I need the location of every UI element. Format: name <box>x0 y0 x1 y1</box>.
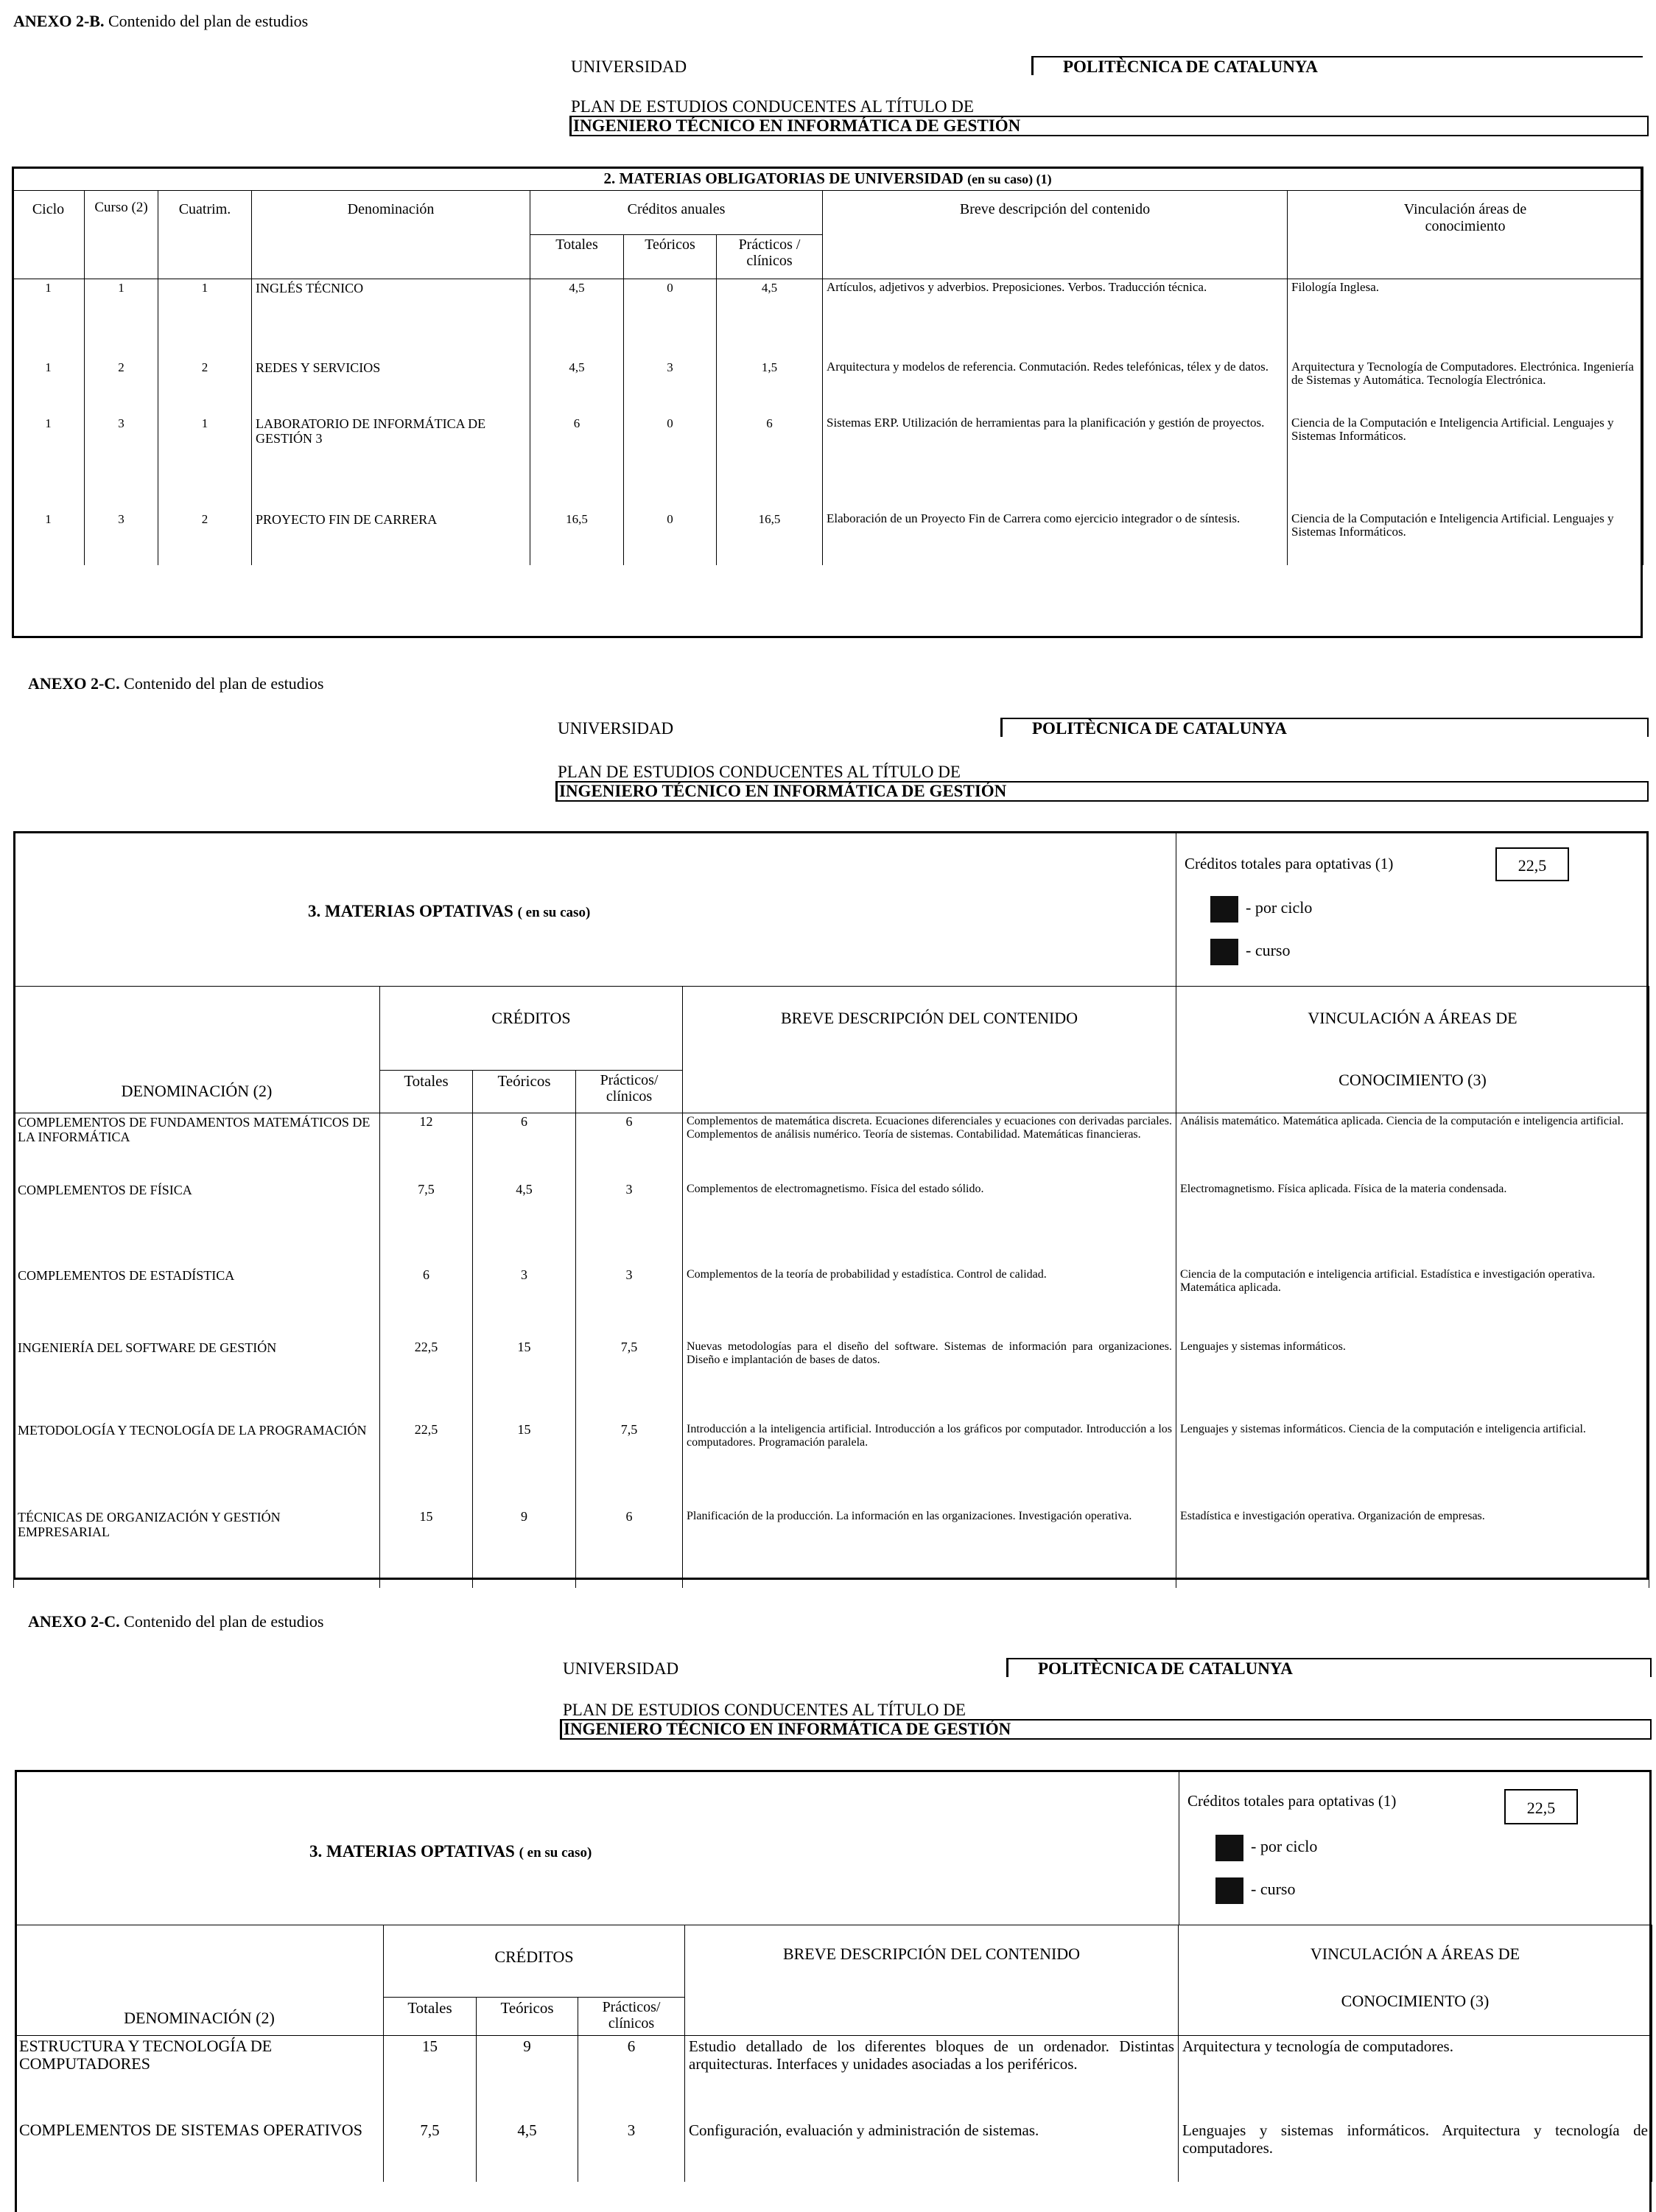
vinculacion-cell: Ciencia de la computación e inteligencia artificial. Estadística e investigación operativa. Matemática aplicada. <box>1176 1267 1649 1339</box>
university-label: UNIVERSIDAD <box>571 57 687 76</box>
vinculacion-line-1: VINCULACIÓN A ÁREAS DE <box>1308 1009 1518 1027</box>
col-totales: Totales <box>384 1998 477 2036</box>
col-practicos: Prácticos/ clínicos <box>578 1998 685 2036</box>
col-ciclo: Ciclo <box>13 191 85 279</box>
totales-cell: 15 <box>384 2036 477 2120</box>
table-row <box>14 1181 1649 1267</box>
degree-title: INGENIERO TÉCNICO EN INFORMÁTICA DE GESTIÓN <box>560 1719 1652 1740</box>
ciclo-cell: 1 <box>13 415 85 511</box>
square-icon <box>1215 1835 1243 1861</box>
vinculacion-cell: Electromagnetismo. Física aplicada. Física de la materia condensada. <box>1176 1181 1649 1267</box>
col-descripcion: Breve descripción del contenido <box>823 191 1288 279</box>
practicos-cell: 7,5 <box>576 1339 683 1421</box>
vinculacion-cell: Lenguajes y sistemas informáticos. <box>1176 1339 1649 1421</box>
totales-cell: 22,5 <box>380 1339 473 1421</box>
totales-cell: 16,5 <box>530 511 624 565</box>
university-label: UNIVERSIDAD <box>558 719 674 738</box>
table-row <box>15 2120 1652 2182</box>
col-totales: Totales <box>530 235 624 279</box>
teoricos-cell: 0 <box>624 511 717 565</box>
plan-label: PLAN DE ESTUDIOS CONDUCENTES AL TÍTULO DE <box>563 1701 966 1719</box>
descripcion-cell: Configuración, evaluación y administración de sistemas. <box>685 2120 1179 2182</box>
vinculacion-cell: Estadística e investigación operativa. Organización de empresas. <box>1176 1508 1649 1588</box>
denominacion-cell: COMPLEMENTOS DE FUNDAMENTOS MATEMÁTICOS DE LA INFORMÁTICA <box>14 1113 380 1181</box>
totales-cell: 6 <box>530 415 624 511</box>
cuatrim-cell: 1 <box>158 279 252 359</box>
descripcion-cell: Complementos de electromagnetismo. Física del estado sólido. <box>683 1181 1176 1267</box>
optativas-title-text: 3. MATERIAS OPTATIVAS <box>309 1842 515 1861</box>
practicos-cell: 6 <box>576 1508 683 1588</box>
table-title <box>13 167 1643 191</box>
curso-cell: 3 <box>85 415 158 511</box>
descripcion-cell: Elaboración de un Proyecto Fin de Carrera como ejercicio integrador o de síntesis. <box>823 511 1288 565</box>
annex-text: Contenido del plan de estudios <box>124 1612 324 1631</box>
creditos-totales-label: Créditos totales para optativas (1) <box>1185 855 1394 872</box>
por-ciclo-label: - por ciclo <box>1246 898 1313 917</box>
annex-code: ANEXO 2-C. <box>28 674 120 693</box>
degree-title: INGENIERO TÉCNICO EN INFORMÁTICA DE GESTIÓN <box>569 116 1649 136</box>
descripcion-cell: Complementos de matemática discreta. Ecuaciones diferenciales y ecuaciones con derivadas parciales. Complementos de análisis numérico. Teoría de sistemas. Contabilidad. Matemáticas financieras. <box>683 1113 1176 1181</box>
square-icon <box>1210 896 1238 923</box>
vinculacion-cell: Arquitectura y tecnología de computadores. <box>1179 2036 1652 2120</box>
col-vinculacion <box>1176 987 1649 1113</box>
por-ciclo-label: - por ciclo <box>1251 1837 1318 1856</box>
totales-cell: 22,5 <box>380 1421 473 1508</box>
teoricos-cell: 4,5 <box>477 2120 578 2182</box>
vinculacion-cell: Ciencia de la Computación e Inteligencia Artificial. Lenguajes y Sistemas Informáticos. <box>1288 511 1643 565</box>
cuatrim-cell: 1 <box>158 415 252 511</box>
col-descripcion: BREVE DESCRIPCIÓN DEL CONTENIDO <box>683 987 1176 1113</box>
teoricos-cell: 15 <box>473 1421 576 1508</box>
denominacion-cell: PROYECTO FIN DE CARRERA <box>252 511 530 565</box>
col-creditos: CRÉDITOS <box>380 987 683 1071</box>
curso-label: - curso <box>1251 1880 1296 1899</box>
table-row <box>14 1267 1649 1339</box>
denominacion-cell: INGENIERÍA DEL SOFTWARE DE GESTIÓN <box>14 1339 380 1421</box>
table-row <box>13 415 1643 511</box>
practicos-cell: 6 <box>578 2036 685 2120</box>
vinculacion-cell: Análisis matemático. Matemática aplicada. Ciencia de la computación e inteligencia artificial. <box>1176 1113 1649 1181</box>
vinculacion-cell: Lenguajes y sistemas informáticos. Arquitectura y tecnología de computadores. <box>1179 2120 1652 2182</box>
practicos-cell: 3 <box>578 2120 685 2182</box>
curso-cell: 1 <box>85 279 158 359</box>
annex-text: Contenido del plan de estudios <box>108 12 309 30</box>
col-denominacion: DENOMINACIÓN (2) <box>14 987 380 1113</box>
annex-code: ANEXO 2-C. <box>28 1612 120 1631</box>
totales-cell: 12 <box>380 1113 473 1181</box>
university-label: UNIVERSIDAD <box>563 1659 679 1678</box>
table-row <box>13 511 1643 565</box>
curso-row <box>1215 1877 1295 1904</box>
col-practicos: Prácticos / clínicos <box>717 235 823 279</box>
totales-cell: 6 <box>380 1267 473 1339</box>
table-row <box>14 1113 1649 1181</box>
cuatrim-cell: 2 <box>158 359 252 415</box>
optativas-table-1 <box>13 986 1649 1588</box>
practicos-cell: 16,5 <box>717 511 823 565</box>
creditos-totales-label: Créditos totales para optativas (1) <box>1187 1792 1397 1810</box>
totales-cell: 4,5 <box>530 359 624 415</box>
optativas-title-cell <box>15 1770 1179 1925</box>
teoricos-cell: 9 <box>473 1508 576 1588</box>
vinculacion-cell: Lenguajes y sistemas informáticos. Ciencia de la computación e inteligencia artificial. <box>1176 1421 1649 1508</box>
col-cuatrim: Cuatrim. <box>158 191 252 279</box>
descripcion-cell: Nuevas metodologías para el diseño del software. Sistemas de información para organizaciones. Diseño e implantación de bases de datos. <box>683 1339 1176 1421</box>
denominacion-cell: LABORATORIO DE INFORMÁTICA DE GESTIÓN 3 <box>252 415 530 511</box>
annex-code: ANEXO 2-B. <box>13 12 105 30</box>
teoricos-cell: 3 <box>473 1267 576 1339</box>
denominacion-cell: METODOLOGÍA Y TECNOLOGÍA DE LA PROGRAMACIÓN <box>14 1421 380 1508</box>
square-icon <box>1215 1877 1243 1904</box>
descripcion-cell: Estudio detallado de los diferentes bloques de un ordenador. Distintas arquitecturas. Interfaces y unidades asociadas a los periféricos. <box>685 2036 1179 2120</box>
col-vinculacion: Vinculación áreas de conocimiento <box>1288 191 1643 279</box>
descripcion-cell: Sistemas ERP. Utilización de herramientas para la planificación y gestión de proyectos. <box>823 415 1288 511</box>
col-teoricos: Teóricos <box>624 235 717 279</box>
obligatorias-table <box>12 167 1643 565</box>
practicos-cell: 6 <box>576 1113 683 1181</box>
col-descripcion: BREVE DESCRIPCIÓN DEL CONTENIDO <box>685 1925 1179 2036</box>
annex-heading <box>28 1612 323 1631</box>
optativas-header-2 <box>15 1770 1652 1925</box>
curso-cell: 2 <box>85 359 158 415</box>
col-curso: Curso (2) <box>85 191 158 279</box>
vinculacion-cell: Ciencia de la Computación e Inteligencia Artificial. Lenguajes y Sistemas Informáticos. <box>1288 415 1643 511</box>
denominacion-cell: REDES Y SERVICIOS <box>252 359 530 415</box>
totales-cell: 15 <box>380 1508 473 1588</box>
table-row <box>13 279 1643 359</box>
optativas-title-cell <box>13 831 1176 986</box>
curso-cell: 3 <box>85 511 158 565</box>
table-title-suffix: (en su caso) (1) <box>967 172 1052 186</box>
curso-label: - curso <box>1246 941 1291 960</box>
optativas-title-suffix: ( en su caso) <box>519 1845 592 1861</box>
table-row <box>14 1339 1649 1421</box>
teoricos-cell: 0 <box>624 279 717 359</box>
ciclo-cell: 1 <box>13 279 85 359</box>
descripcion-cell: Introducción a la inteligencia artificial. Introducción a los gráficos por computador. Introducción a los computadores. Programación paralela. <box>683 1421 1176 1508</box>
table-row <box>15 2036 1652 2120</box>
descripcion-cell: Planificación de la producción. La información en las organizaciones. Investigación operativa. <box>683 1508 1176 1588</box>
denominacion-cell: COMPLEMENTOS DE SISTEMAS OPERATIVOS <box>15 2120 384 2182</box>
totales-cell: 7,5 <box>380 1181 473 1267</box>
table-row <box>13 359 1643 415</box>
plan-label: PLAN DE ESTUDIOS CONDUCENTES AL TÍTULO DE <box>558 763 961 781</box>
col-denominacion: Denominación <box>252 191 530 279</box>
vinculacion-line-2: CONOCIMIENTO (3) <box>1341 1992 1490 2010</box>
col-practicos: Prácticos/ clínicos <box>576 1071 683 1113</box>
teoricos-cell: 3 <box>624 359 717 415</box>
vinculacion-cell: Filología Inglesa. <box>1288 279 1643 359</box>
optativas-title-suffix: ( en su caso) <box>517 905 591 920</box>
descripcion-cell: Artículos, adjetivos y adverbios. Preposiciones. Verbos. Traducción técnica. <box>823 279 1288 359</box>
descripcion-cell: Complementos de la teoría de probabilidad y estadística. Control de calidad. <box>683 1267 1176 1339</box>
annex-heading <box>28 674 323 693</box>
curso-row <box>1210 939 1290 965</box>
degree-title: INGENIERO TÉCNICO EN INFORMÁTICA DE GESTIÓN <box>555 781 1649 802</box>
teoricos-cell: 6 <box>473 1113 576 1181</box>
optativas-title-text: 3. MATERIAS OPTATIVAS <box>308 902 513 920</box>
table-title-text: 2. MATERIAS OBLIGATORIAS DE UNIVERSIDAD <box>603 169 964 187</box>
optativas-header-1 <box>13 831 1649 986</box>
col-teoricos: Teóricos <box>477 1998 578 2036</box>
col-denominacion: DENOMINACIÓN (2) <box>15 1925 384 2036</box>
optativas-title <box>308 902 590 921</box>
optativas-title <box>309 1842 592 1861</box>
table-row <box>14 1421 1649 1508</box>
university-name: POLITÈCNICA DE CATALUNYA <box>1031 56 1643 75</box>
col-vinculacion <box>1179 1925 1652 2036</box>
table-row <box>14 1508 1649 1588</box>
totales-cell: 4,5 <box>530 279 624 359</box>
col-teoricos: Teóricos <box>473 1071 576 1113</box>
denominacion-cell: TÉCNICAS DE ORGANIZACIÓN Y GESTIÓN EMPRESARIAL <box>14 1508 380 1588</box>
practicos-cell: 4,5 <box>717 279 823 359</box>
denominacion-cell: INGLÉS TÉCNICO <box>252 279 530 359</box>
creditos-totales-value: 22,5 <box>1504 1789 1578 1824</box>
teoricos-cell: 4,5 <box>473 1181 576 1267</box>
square-icon <box>1210 939 1238 965</box>
vinculacion-cell: Arquitectura y Tecnología de Computadores. Electrónica. Ingeniería de Sistemas y Automática. Tecnología Electrónica. <box>1288 359 1643 415</box>
ciclo-cell: 1 <box>13 511 85 565</box>
cuatrim-cell: 2 <box>158 511 252 565</box>
col-creditos: Créditos anuales <box>530 191 823 235</box>
practicos-cell: 3 <box>576 1181 683 1267</box>
plan-label: PLAN DE ESTUDIOS CONDUCENTES AL TÍTULO DE <box>571 97 974 116</box>
university-name: POLITÈCNICA DE CATALUNYA <box>1006 1658 1652 1677</box>
annex-heading <box>13 12 308 31</box>
vinculacion-line-1: VINCULACIÓN A ÁREAS DE <box>1310 1945 1520 1963</box>
vinculacion-line-2: CONOCIMIENTO (3) <box>1339 1071 1487 1089</box>
optativas-table-2 <box>15 1925 1652 2182</box>
university-name: POLITÈCNICA DE CATALUNYA <box>1000 718 1649 737</box>
annex-text: Contenido del plan de estudios <box>124 674 324 693</box>
denominacion-cell: COMPLEMENTOS DE ESTADÍSTICA <box>14 1267 380 1339</box>
denominacion-cell: ESTRUCTURA Y TECNOLOGÍA DE COMPUTADORES <box>15 2036 384 2120</box>
creditos-totales-value: 22,5 <box>1495 847 1569 881</box>
practicos-cell: 6 <box>717 415 823 511</box>
denominacion-cell: COMPLEMENTOS DE FÍSICA <box>14 1181 380 1267</box>
por-ciclo-row <box>1210 896 1312 923</box>
teoricos-cell: 0 <box>624 415 717 511</box>
totales-cell: 7,5 <box>384 2120 477 2182</box>
col-creditos: CRÉDITOS <box>384 1925 685 1998</box>
practicos-cell: 1,5 <box>717 359 823 415</box>
por-ciclo-row <box>1215 1835 1317 1861</box>
col-totales: Totales <box>380 1071 473 1113</box>
practicos-cell: 7,5 <box>576 1421 683 1508</box>
ciclo-cell: 1 <box>13 359 85 415</box>
practicos-cell: 3 <box>576 1267 683 1339</box>
descripcion-cell: Arquitectura y modelos de referencia. Conmutación. Redes telefónicas, télex y de datos. <box>823 359 1288 415</box>
teoricos-cell: 9 <box>477 2036 578 2120</box>
teoricos-cell: 15 <box>473 1339 576 1421</box>
